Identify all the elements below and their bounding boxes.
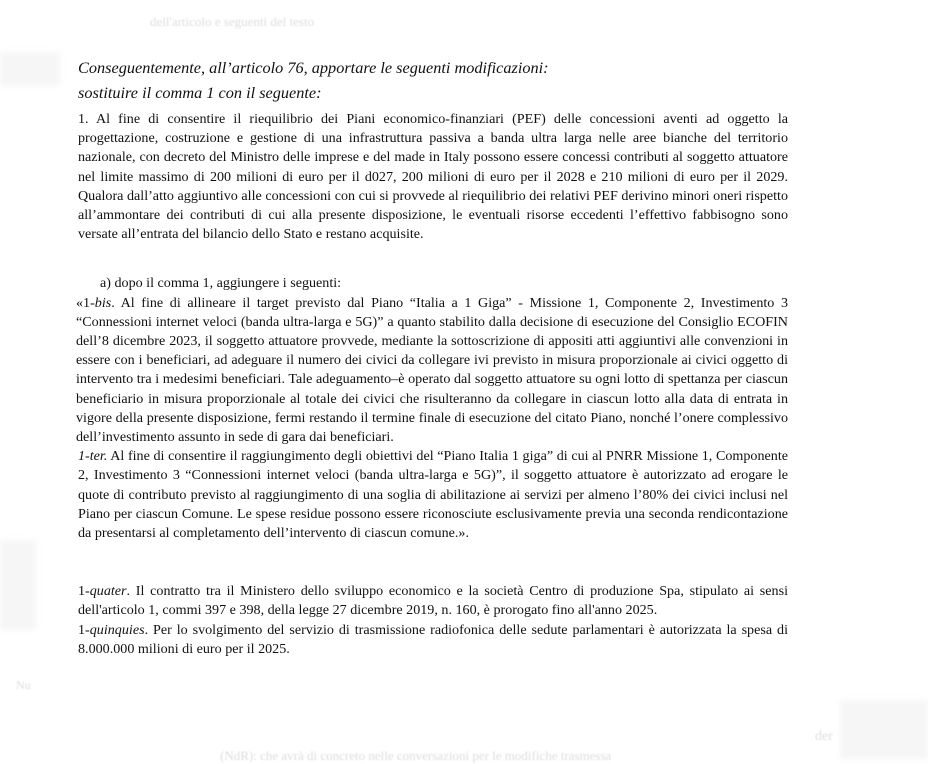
bis-label: bis xyxy=(94,294,112,311)
bis-text: . Al fine di allineare il target previsto dal Piano “Italia a 1 Giga” - Missione 1, Componente 2, Investimento 3 “Connessioni internet veloci (banda ultra-larga e 5G)” a quanto stabilito dalla decisione di esecuzione del Consiglio ECOFIN dell’8 dicembre 2023, il soggetto attuatore provvede, mediante la sottoscrizione di appositi atti aggiuntivi alle convenzioni in essere con i beneficiari, ad adeguare il numero dei civici da collegare ivi previsto in misura proporzionale ai civici oggetto di intervento tra i medesimi beneficiari. Tale adeguamento–è operato dal soggetto attuatore su ogni lotto di spettanza per ciascun beneficiario in misura proporzionale al totale dei civici che risulteranno da collegare in ciascun lotto alla data di entrata in vigore della presente disposizione, fermi restando il termine finale di esecuzione del citato Piano, nonché l’onere complessivo dell’investimento assunto in sede di gara dai beneficiari. xyxy=(76,294,788,446)
comma-1-quinquies-paragraph xyxy=(78,621,788,659)
comma-1-paragraph: 1. Al fine di consentire il riequilibrio dei Piani economico-finanziari (PEF) delle concessioni aventi ad oggetto la progettazione, costruzione e gestione di una infrastruttura passiva a banda ultra larga nelle aree bianche del territorio nazionale, con decreto del Ministro delle imprese e del made in Italy possono essere concessi contributi al soggetto attuatore nel limite massimo di 200 milioni di euro per il d027, 200 milioni di euro per il 2028 e 210 milioni di euro per il 2029. Qualora dall’atto aggiuntivo alle concessioni con cui si provvede al riequilibrio dei relativi PEF derivino minori oneri rispetto all’ammontare dei contributi di cui alla presente disposizione, le eventuali risorse eccedenti l’effettivo fabbisogno sono versate all’entrata del bilancio dello Stato e restano acquisite. xyxy=(78,111,788,243)
background-blur xyxy=(840,700,928,759)
background-blur xyxy=(0,540,36,630)
ghost-text-top: dell'articolo e seguenti del testo xyxy=(150,14,315,29)
quater-text: . Il contratto tra il Ministero dello sviluppo economico e la società Centro di produzione Spa, stipulato ai sensi dell'articolo 1, commi 397 e 398, della legge 27 dicembre 2019, n. 160, è prorogato fino all'anno 2025. xyxy=(78,583,788,619)
item-a-line: a) dopo il comma 1, aggiungere i seguenti: xyxy=(100,275,342,292)
ghost-text-bottom: (NdR): che avrà di concreto nelle conversazioni per le modifiche trasmessa xyxy=(220,748,612,763)
amendment-subheading: sostituire il comma 1 con il seguente: xyxy=(78,83,322,102)
comma-1-ter-paragraph xyxy=(78,447,788,543)
comma-1-quater-paragraph xyxy=(78,582,788,620)
comma-1-bis-paragraph xyxy=(76,294,788,448)
ghost-text-left: Nu xyxy=(16,678,31,692)
bis-open: «1- xyxy=(76,294,95,311)
quinquies-prefix: 1- xyxy=(78,621,90,638)
quater-label: quater xyxy=(89,583,127,600)
background-blur xyxy=(0,52,60,86)
quater-prefix: 1- xyxy=(78,583,90,600)
amendment-heading: Conseguentemente, all’articolo 76, apportare le seguenti modificazioni: xyxy=(78,58,549,77)
ter-text: Al fine di consentire il raggiungimento degli obiettivi del “Piano Italia 1 giga” di cui al PNRR Missione 1, Componente 2, Investimento 3 “Connessioni internet veloci (banda ultra-larga e 5G)”, il soggetto attuatore è autorizzato ad erogare le quote di contributo previsto al raggiungimento di una soglia di abilitazione ai servizi per almeno l’80% dei civici inclusi nel Piano per ciascun Comune. Le spese residue possono essere riconosciute esclusivamente previa una seconda rendicontazione da presentarsi al completamento dell’intervento di ciascun comune.». xyxy=(78,448,788,542)
document-body xyxy=(78,57,788,659)
ghost-text-right: der xyxy=(815,729,833,744)
quinquies-label: quinquies xyxy=(89,621,145,638)
ter-label: 1-ter. xyxy=(78,448,108,465)
quinquies-text: . Per lo svolgimento del servizio di trasmissione radiofonica delle sedute parlamentari è autorizzata la spesa di 8.000.000 milioni di euro per il 2025. xyxy=(78,621,788,657)
